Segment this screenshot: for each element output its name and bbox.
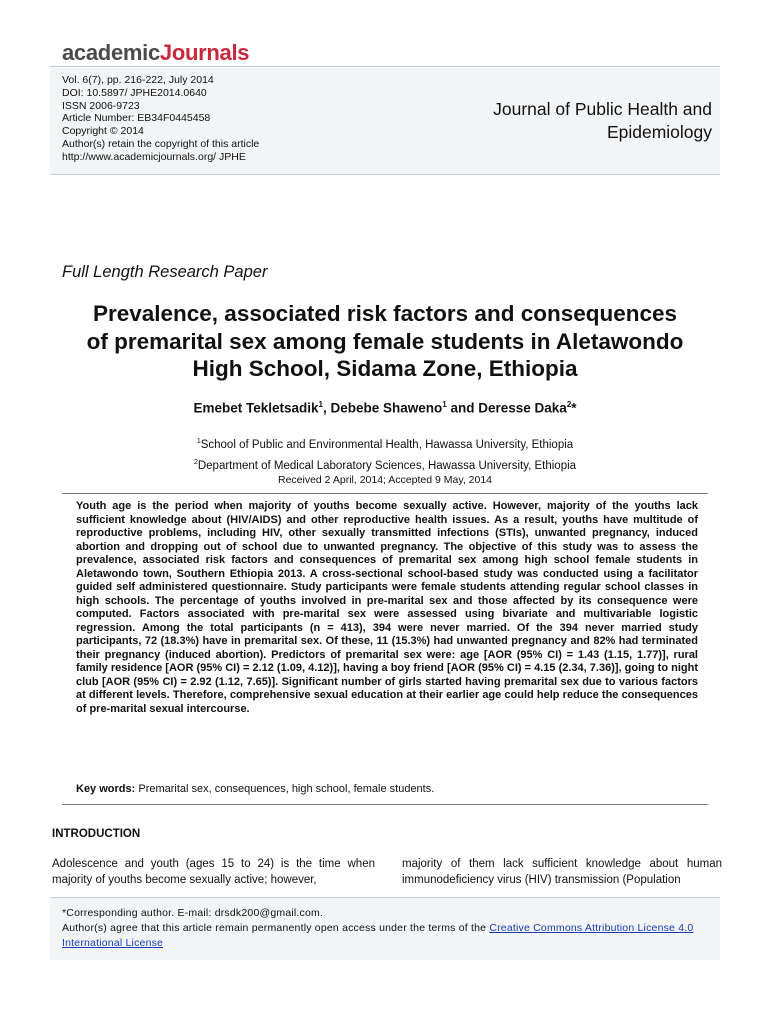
license-statement: [62, 921, 712, 951]
author-name: Deresse Daka: [478, 400, 567, 416]
footnote-content: [62, 906, 712, 951]
body-column-left: Adolescence and youth (ages 15 to 24) is the time when majority of youths become sexually active; however,: [52, 858, 375, 886]
article-metadata: [62, 74, 259, 164]
logo-text-journals: Journals: [159, 40, 250, 65]
affiliation-text: School of Public and Environmental Health, Hawassa University, Ethiopia: [200, 438, 574, 451]
paper-title: [40, 300, 730, 383]
article-info-box: [50, 68, 720, 175]
author-affiliation-mark: 2: [566, 400, 572, 409]
keywords-bottom-divider: [62, 804, 708, 805]
meta-copyright: Copyright © 2014: [62, 125, 144, 138]
received-dates: Received 2 April, 2014; Accepted 9 May, 2014: [277, 474, 493, 486]
author-separator: ,: [322, 400, 331, 416]
journal-logo-bar: [50, 36, 720, 67]
author-name: Debebe Shaweno: [330, 400, 443, 416]
section-heading-introduction: INTRODUCTION: [52, 828, 141, 840]
abstract-text: Youth age is the period when majority of youths become sexually active. However, majority of the youths lack sufficient knowledge about (HIV/AIDS) and other reproductive health issues. As a result, youths have multitude of reproductive problems, including HIV, other sexually transmitted infections (STIs), unwanted pregnancy, induced abortion and dropping out of school due to unwanted pregnancy. The objective of this study was to assess the prevalence, associated risk factors and consequences of premarital sex among high school female students in Aletawondo town, Southern Ethiopia 2013. A cross-sectional school-based study was conducted using a facilitator guided self administered questionnaire. Study participants were female students attending regular school classes in high schools. The percentage of youths involved in pre-marital sex and those affected by its consequence were computed. Factors associated with pre-marital sex were assessed using bivariate and multivariable logistic regression. Among the total participants (n = 413), 394 were never married. Of the 394 never married study participants, 72 (18.3%) have in premarital sex. Of these, 11 (15.3%) had unwanted pregnancy and 82% had terminated their pregnancy (induced abortion). Predictors of premarital sex were: age [AOR (95% CI) = 1.43 (1.15, 1.77)], rural family residence [AOR (95% CI) = 2.12 (1.09, 4.12)], having a boy friend [AOR (95% CI) = 4.15 (2.34, 7.36)], going to night club [AOR (95% CI) = 2.92 (1.12, 7.65)]. Significant number of girls started having premarital sex due to various factors at different levels. Therefore, comprehensive sexual education at their earlier age could help reduce the consequences of pre-marital sexual intercourse.: [76, 500, 698, 715]
affiliation-mark: 2: [193, 458, 198, 466]
paper-type: Full Length Research Paper: [62, 263, 268, 281]
logo-text-academic: academic: [62, 40, 160, 65]
meta-volume: Vol. 6(7), pp. 216-222, July 2014: [62, 74, 214, 86]
corresponding-mark: *: [571, 400, 577, 416]
title-line: of premarital sex among female students in Aletawondo: [86, 328, 684, 354]
meta-doi: DOI: 10.5897/ JPHE2014.0640: [62, 86, 207, 99]
meta-rights: Author(s) retain the copyright of this article: [62, 137, 260, 150]
affiliation-item: [40, 433, 730, 454]
license-link[interactable]: Creative Commons Attribution License 4.0 International License: [62, 922, 694, 949]
keywords-label: Key words:: [76, 783, 136, 795]
meta-article-number: Article Number: EB34F0445458: [62, 112, 211, 125]
author-affiliation-mark: 1: [318, 400, 323, 409]
publisher-logo: [62, 40, 249, 66]
affiliation-text: Department of Medical Laboratory Sciences, Hawassa University, Ethiopia: [197, 459, 577, 472]
footnote-box: [50, 897, 720, 960]
corresponding-author: *Corresponding author. E-mail: drsdk200@gmail.com.: [62, 907, 324, 919]
affiliations: [40, 433, 730, 475]
journal-name-line2: Epidemiology: [606, 122, 712, 142]
title-line: Prevalence, associated risk factors and consequences: [92, 301, 678, 326]
author-separator: and: [446, 400, 479, 416]
keywords-text: Premarital sex, consequences, high school, female students.: [135, 783, 435, 795]
journal-name-line1: Journal of Public Health and: [493, 99, 712, 119]
license-prefix: Author(s) agree that this article remain permanently open access under the terms of the: [62, 922, 490, 934]
author-list: [40, 400, 730, 416]
title-line: High School, Sidama Zone, Ethiopia: [192, 356, 578, 381]
journal-name: [493, 98, 712, 144]
author-name: Emebet Tekletsadik: [193, 400, 319, 416]
abstract-top-divider: [62, 493, 708, 494]
author-affiliation-mark: 1: [442, 400, 447, 409]
body-column-right: majority of them lack sufficient knowledge about human immunodeficiency virus (HIV) transmission (Population: [402, 858, 722, 886]
meta-issn: ISSN 2006-9723: [62, 99, 140, 112]
affiliation-mark: 1: [196, 438, 201, 445]
affiliation-item: [40, 454, 730, 475]
meta-url[interactable]: http://www.academicjournals.org/ JPHE: [62, 150, 246, 163]
keywords: [76, 783, 698, 795]
